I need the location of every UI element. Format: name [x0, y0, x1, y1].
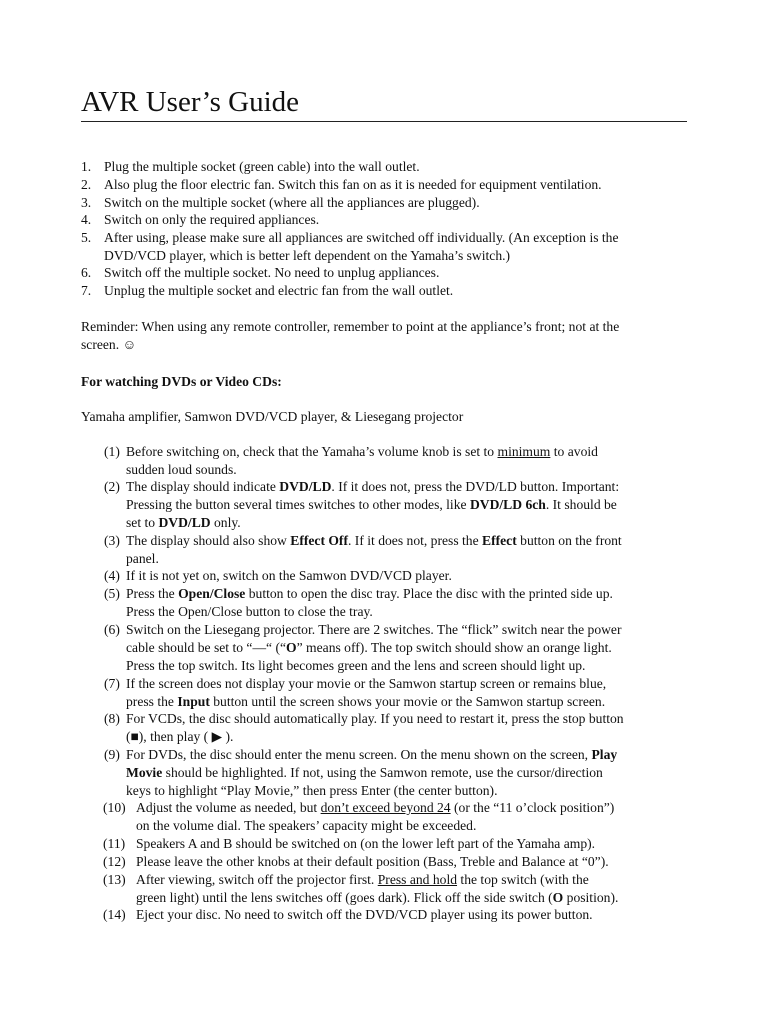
- item-text-line: [126, 478, 619, 496]
- text-run: After viewing, switch off the projector first.: [136, 872, 378, 887]
- step-text-line: Switch on only the required appliances.: [104, 212, 320, 227]
- step-text-line: DVD/VCD player, which is better left dependent on the Yamaha’s switch.): [104, 247, 511, 263]
- step-text-line: Switch on the multiple socket (where all the appliances are plugged).: [104, 195, 480, 210]
- reminder-line-2: screen. ☺: [81, 337, 137, 352]
- text-run: For VCDs, the disc should automatically play. If you need to restart it, press the stop button: [126, 711, 624, 726]
- text-run: set to: [126, 514, 159, 530]
- item-text-line: [126, 764, 603, 782]
- text-run: green light) until the lens switches off (goes dark). Flick off the side switch (: [136, 889, 553, 905]
- text-run: Press the Open/Close button to close the tray.: [126, 603, 373, 619]
- page-title: AVR User’s Guide: [81, 86, 300, 118]
- text-run: sudden loud sounds.: [126, 461, 237, 477]
- item-text-line: [126, 710, 624, 728]
- item-text-line: [126, 621, 622, 639]
- item-text-line: [126, 657, 585, 675]
- step-text-line: Also plug the floor electric fan. Switch this fan on as it is needed for equipment ventilation.: [104, 177, 602, 192]
- text-run: cable should be set to “—“ (“: [126, 639, 287, 655]
- text-run: Please leave the other knobs at their default position (Bass, Treble and Balance at “0”).: [136, 854, 609, 869]
- text-run: If it is not yet on, switch on the Samwon DVD/VCD player.: [126, 568, 452, 583]
- step-text-line: Switch off the multiple socket. No need to unplug appliances.: [104, 265, 440, 280]
- bold-term: ▶: [211, 728, 223, 744]
- item-number: (11): [103, 836, 126, 851]
- text-run: ).: [222, 728, 234, 744]
- text-run: button on the front: [516, 533, 622, 548]
- item-text-line: [126, 639, 612, 657]
- item-text-line: [136, 906, 593, 924]
- step-number: 7.: [81, 283, 92, 298]
- text-run: . It should be: [545, 496, 617, 512]
- step-number: 5.: [81, 230, 92, 245]
- bold-term: Input: [177, 693, 210, 709]
- bold-term: Play: [591, 747, 618, 762]
- text-run: on the volume dial. The speakers’ capacity might be exceeded.: [136, 817, 477, 833]
- step-text-line: After using, please make sure all appliances are switched off individually. (An exception is the: [104, 230, 619, 245]
- title-underline: [81, 121, 687, 122]
- item-number: (1): [104, 444, 120, 459]
- item-text-line: [126, 603, 373, 621]
- step-number: 2.: [81, 177, 92, 192]
- item-text-line: [126, 746, 617, 764]
- text-run: ” means off). The top switch should show an orange light.: [296, 639, 612, 655]
- bold-term: Effect Off: [290, 533, 348, 548]
- item-text-line: [126, 461, 237, 479]
- text-run: button to open the disc tray. Place the disc with the printed side up.: [245, 586, 613, 601]
- bold-term: DVD/LD: [279, 479, 332, 494]
- section-heading: [81, 373, 282, 391]
- text-run: the top switch (with the: [457, 872, 589, 887]
- item-number: (14): [103, 907, 126, 922]
- step-text-line: Plug the multiple socket (green cable) into the wall outlet.: [104, 159, 420, 174]
- text-run: to avoid: [550, 444, 598, 459]
- item-number: (2): [104, 479, 120, 494]
- item-text-line: [126, 675, 606, 693]
- item-number: (4): [104, 568, 120, 583]
- bold-term: DVD/LD 6ch: [469, 496, 546, 512]
- item-number: (13): [103, 872, 126, 887]
- item-number: (8): [104, 711, 120, 726]
- text-run: Press the: [126, 586, 179, 601]
- bold-term: O: [552, 889, 564, 905]
- item-text-line: [136, 835, 595, 853]
- reminder-line-1: Reminder: When using any remote controller, remember to point at the appliance’s front; not at the: [81, 319, 620, 334]
- item-number: (12): [103, 854, 126, 869]
- text-run: Eject your disc. No need to switch off the DVD/VCD player using its power button.: [136, 907, 593, 922]
- step-text-line: Unplug the multiple socket and electric fan from the wall outlet.: [104, 283, 454, 298]
- item-number: (7): [104, 676, 120, 691]
- item-text-line: [126, 567, 452, 585]
- item-text-line: [136, 889, 618, 907]
- item-text-line: [126, 514, 241, 532]
- text-run: Switch on the Liesegang projector. There are 2 switches. The “flick” switch near the power: [126, 622, 622, 637]
- item-text-line: [126, 550, 159, 568]
- text-run: The display should also show: [126, 533, 291, 548]
- item-number: (9): [104, 747, 120, 762]
- text-run: Pressing the button several times switches to other modes, like: [126, 496, 470, 512]
- item-text-line: [136, 853, 609, 871]
- step-number: 6.: [81, 265, 92, 280]
- text-run: . If it does not, press the DVD/LD button. Important:: [331, 479, 620, 494]
- item-text-line: [126, 693, 605, 711]
- text-run: should be highlighted. If not, using the Samwon remote, use the cursor/direction: [162, 764, 603, 780]
- step-number: 1.: [81, 159, 92, 174]
- text-run: ), then play (: [138, 728, 212, 744]
- step-number: 3.: [81, 195, 92, 210]
- bold-term: O: [286, 639, 297, 655]
- item-number: (10): [103, 800, 126, 815]
- text-run: panel.: [126, 550, 159, 566]
- item-text-line: [136, 817, 476, 835]
- text-run: position).: [563, 889, 619, 905]
- text-run: (or the “11 o’clock position”): [450, 800, 615, 815]
- item-text-line: [126, 532, 622, 550]
- text-run: keys to highlight “Play Movie,” then press Enter (the center button).: [126, 782, 498, 798]
- text-run: . If it does not, press the: [348, 533, 483, 548]
- item-text-line: [126, 782, 497, 800]
- text-run: Adjust the volume as needed, but: [136, 800, 321, 815]
- item-text-line: [136, 799, 614, 817]
- bold-term: DVD/LD: [158, 514, 211, 530]
- section-heading-text: For watching DVDs or Video CDs:: [81, 374, 282, 389]
- item-number: (6): [104, 622, 120, 637]
- text-run: press the: [126, 693, 178, 709]
- underlined-term: Press and hold: [377, 872, 458, 887]
- text-run: (: [126, 728, 131, 744]
- item-text-line: [126, 496, 617, 514]
- text-run: Press the top switch. Its light becomes green and the lens and screen should light up.: [126, 657, 586, 673]
- text-run: For DVDs, the disc should enter the menu screen. On the menu shown on the screen,: [126, 747, 592, 762]
- bold-term: Effect: [482, 533, 517, 548]
- step-number: 4.: [81, 212, 92, 227]
- item-text-line: [126, 585, 613, 603]
- bold-term: ■: [130, 728, 139, 744]
- text-run: If the screen does not display your movie or the Samwon startup screen or remains blue,: [126, 676, 607, 691]
- text-run: only.: [210, 514, 241, 530]
- item-text-line: [126, 443, 598, 461]
- item-number: (5): [104, 586, 120, 601]
- item-text-line: [126, 728, 233, 746]
- text-run: The display should indicate: [126, 479, 280, 494]
- text-run: Speakers A and B should be switched on (on the lower left part of the Yamaha amp).: [136, 836, 596, 851]
- bold-term: Movie: [126, 764, 163, 780]
- underlined-term: minimum: [497, 444, 551, 459]
- bold-term: Open/Close: [178, 586, 246, 601]
- item-number: (3): [104, 533, 120, 548]
- item-text-line: [136, 871, 589, 889]
- underlined-term: don’t exceed beyond 24: [320, 800, 451, 815]
- equipment-line: Yamaha amplifier, Samwon DVD/VCD player, & Liesegang projector: [81, 409, 464, 424]
- text-run: Before switching on, check that the Yamaha’s volume knob is set to: [126, 444, 498, 459]
- text-run: button until the screen shows your movie or the Samwon startup screen.: [209, 693, 606, 709]
